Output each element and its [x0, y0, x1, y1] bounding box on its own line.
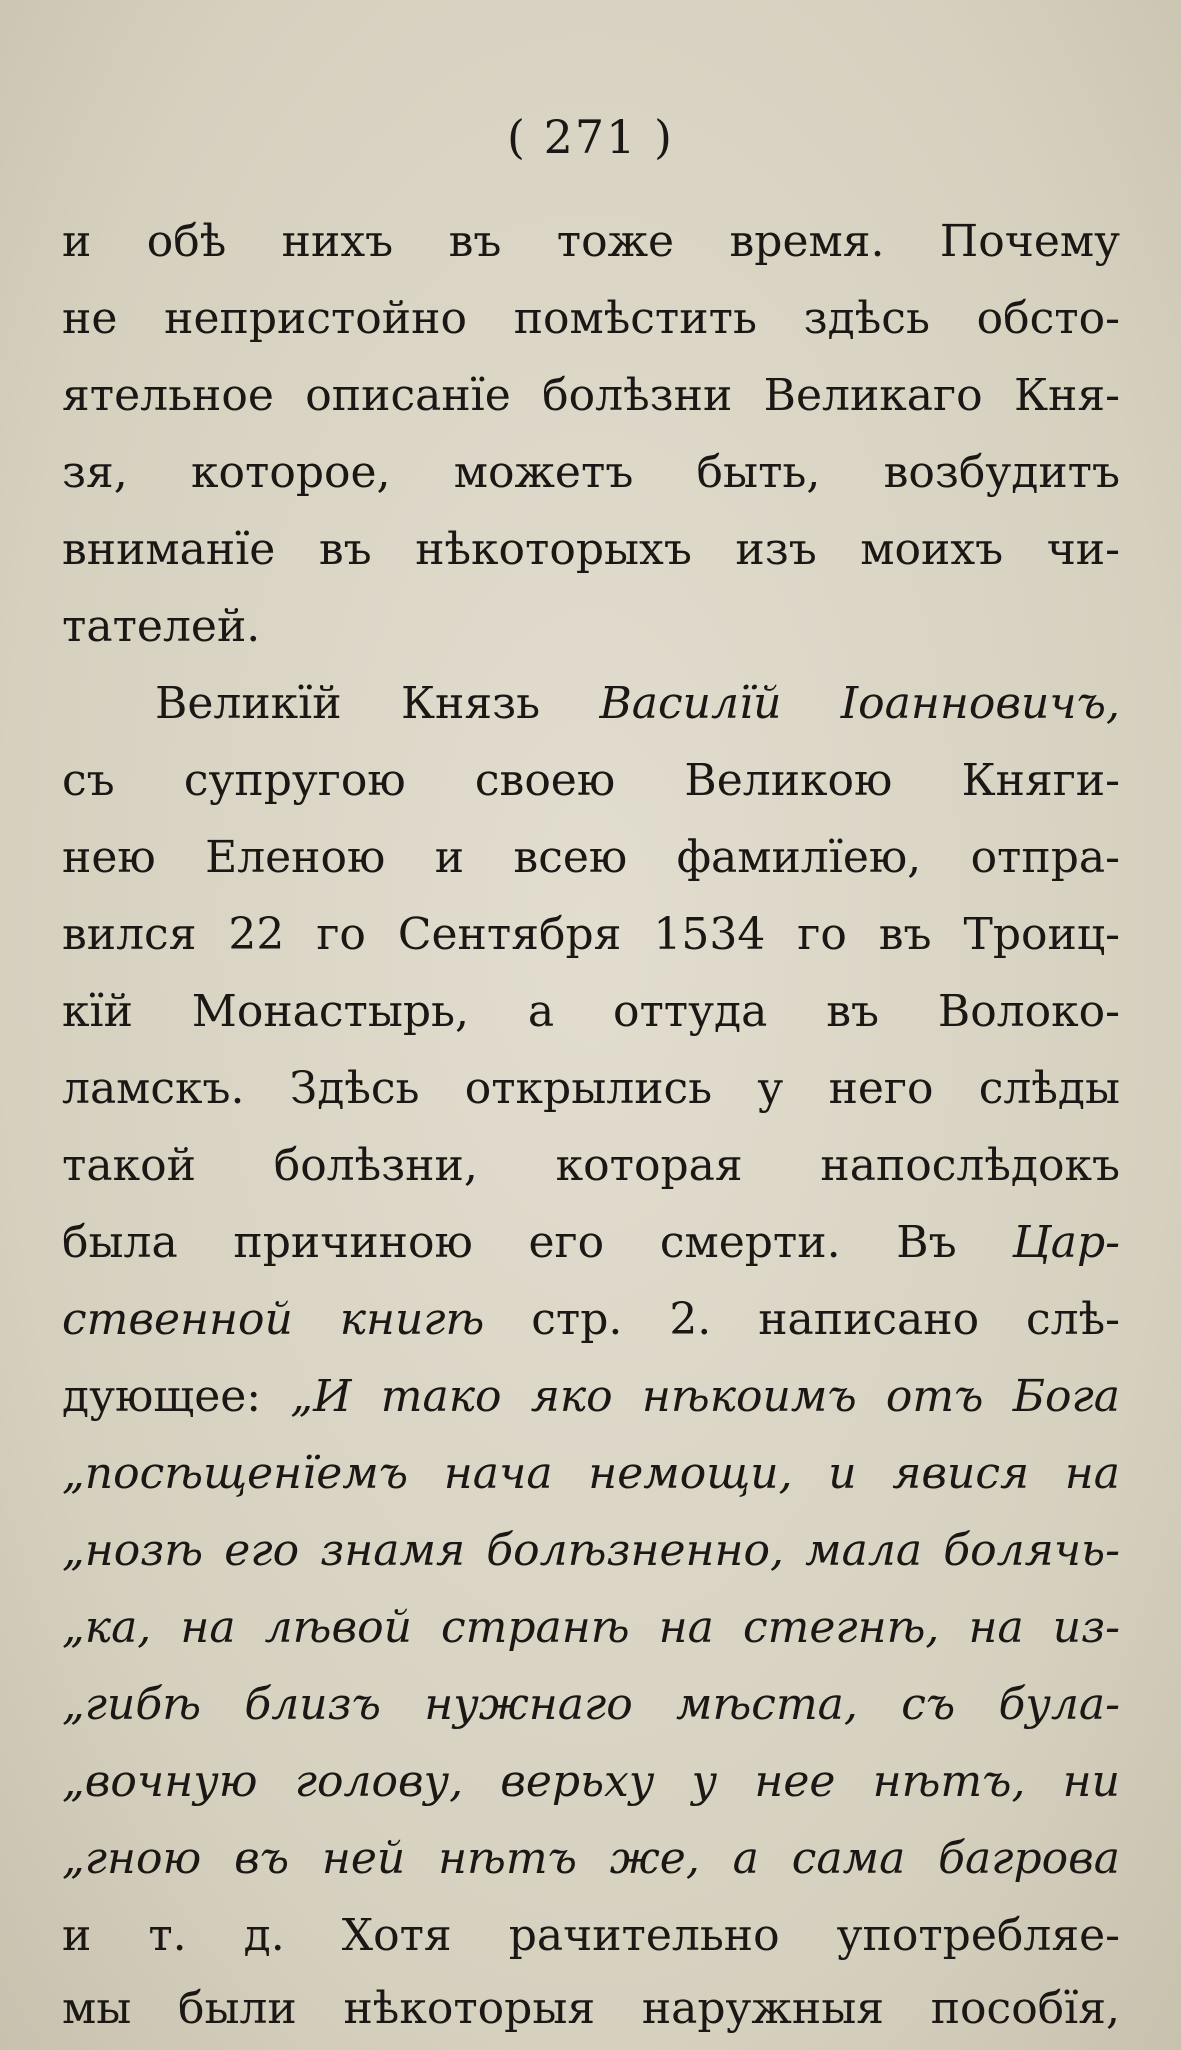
text-line-21: „вочную голову, верьху у нее нѣтъ, ни	[62, 1756, 1120, 1807]
line-16-italic: „И тако яко нѣкоимъ отъ Бога	[290, 1371, 1120, 1422]
text-line-5: вниманїе въ нѣкоторыхъ изъ моихъ чи-	[62, 524, 1120, 575]
text-line-17: „посѣщенїемъ нача немощи, и явися на	[62, 1448, 1120, 1499]
text-line-22: „гною въ ней нѣтъ же, а сама багрова	[62, 1833, 1120, 1884]
text-line-2: не непристойно помѣстить здѣсь обсто-	[62, 293, 1120, 344]
line-14-italic: Цар-	[1012, 1217, 1120, 1268]
line-16-regular: дующее:	[62, 1371, 291, 1422]
text-line-1: и обѣ нихъ въ тоже время. Почему	[62, 216, 1120, 267]
text-line-12: ламскъ. Здѣсь открылись у него слѣды	[62, 1063, 1120, 1114]
text-line-19: „ка, на лѣвой странѣ на стегнѣ, на из-	[62, 1602, 1120, 1653]
text-line-14	[62, 1208, 1120, 1278]
text-line-11: кїй Монастырь, а оттуда въ Волоко-	[62, 986, 1120, 1037]
text-line-15	[62, 1285, 1120, 1355]
line-7-regular: Великїй Князь	[155, 678, 600, 729]
text-line-9: нею Еленою и всею фамилїею, отпра-	[62, 832, 1120, 883]
text-line-3: ятельное описанїе болѣзни Великаго Кня-	[62, 370, 1120, 421]
text-line-10: вился 22 го Сентября 1534 го въ Троиц-	[62, 909, 1120, 960]
text-line-23: и т. д. Хотя рачительно употребляе-	[62, 1910, 1120, 1961]
text-line-24: мы были нѣкоторыя наружныя пособїя,	[62, 1983, 1120, 2034]
text-line-16	[62, 1362, 1120, 1432]
text-line-7	[155, 669, 1120, 739]
line-14-regular: была причиною его смерти. Въ	[62, 1217, 1013, 1268]
line-15-italic: ственной книгѣ	[62, 1294, 485, 1345]
line-15-regular: стр. 2. написано слѣ-	[484, 1294, 1120, 1345]
text-line-18: „нозѣ его знамя болѣзненно, мала болячь-	[62, 1525, 1120, 1576]
text-line-6: тателей.	[62, 601, 261, 652]
text-line-13: такой болѣзни, которая напослѣдокъ	[62, 1140, 1120, 1191]
text-line-20: „гибѣ близъ нужнаго мѣста, съ була-	[62, 1679, 1120, 1730]
line-7-italic-name: Василїй Іоанновичъ,	[599, 678, 1120, 729]
text-line-8: съ супругою своею Великою Княги-	[62, 755, 1120, 806]
text-line-4: зя, которое, можетъ быть, возбудитъ	[62, 447, 1120, 498]
page-number: ( 271 )	[507, 110, 674, 164]
